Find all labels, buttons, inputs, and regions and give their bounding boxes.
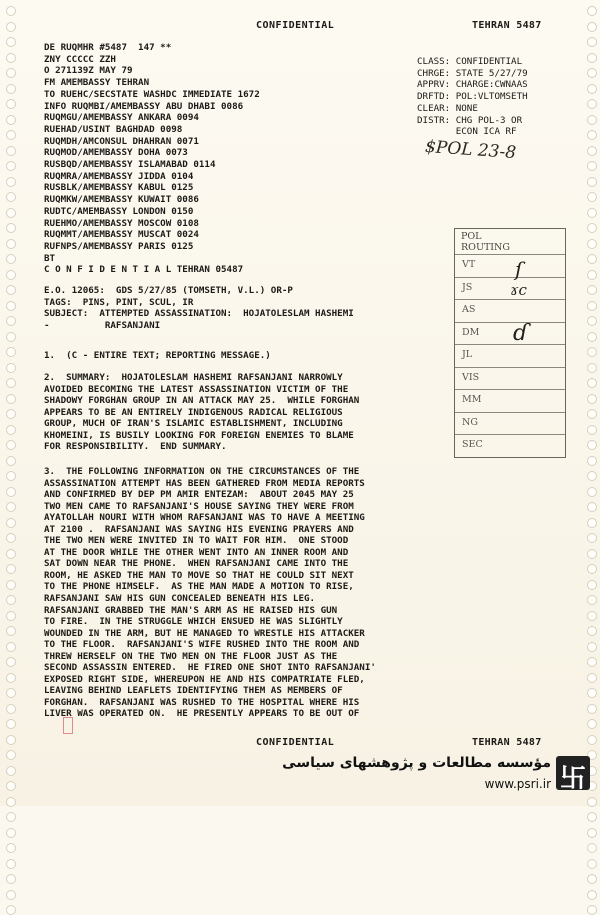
red-margin-mark bbox=[63, 717, 73, 734]
footer-classification: CONFIDENTIAL bbox=[256, 737, 335, 748]
perforation-hole bbox=[587, 347, 597, 357]
class-line: CHRGE: STATE 5/27/79 bbox=[417, 67, 528, 79]
routing-line: ZNY CCCCC ZZH bbox=[44, 53, 116, 65]
paragraph-3-line: SECOND ASSASSIN ENTERED. HE FIRED ONE SHOT INTO RAFSANJANI' bbox=[44, 662, 376, 674]
perforation-hole bbox=[6, 719, 16, 729]
perforation-hole bbox=[587, 905, 597, 915]
perforation-hole bbox=[587, 859, 597, 869]
perforation-hole bbox=[587, 53, 597, 63]
routing-line: INFO RUQMBI/AMEMBASSY ABU DHABI 0086 bbox=[44, 100, 244, 112]
routing-row bbox=[455, 389, 565, 412]
perforation-hole bbox=[587, 6, 597, 16]
routing-line: RUQMRA/AMEMBASSY JIDDA 0104 bbox=[44, 170, 194, 182]
summary-line: KHOMEINI, IS BUSILY LOOKING FOR FOREIGN ENEMIES TO BLAME bbox=[44, 429, 354, 441]
class-line: CLEAR: NONE bbox=[417, 102, 478, 114]
perforation-hole bbox=[587, 518, 597, 528]
perforation-hole bbox=[587, 828, 597, 838]
routing-row bbox=[455, 434, 565, 457]
routing-line: RUEHMO/AMEMBASSY MOSCOW 0108 bbox=[44, 217, 199, 229]
paragraph-3-line: LEAVING BEHIND LEAFLETS IDENTIFYING THEM AS MEMBERS OF bbox=[44, 685, 343, 697]
paragraph-3-line: AYATOLLAH NOURI WITH WHOM RAFSANJANI WAS TO HAVE A MEETING bbox=[44, 512, 365, 524]
perforation-hole bbox=[587, 363, 597, 373]
perforation-hole bbox=[6, 316, 16, 326]
perforation-hole bbox=[6, 797, 16, 807]
perforation-hole bbox=[6, 37, 16, 47]
perforation-hole bbox=[6, 750, 16, 760]
perforation-hole bbox=[6, 146, 16, 156]
paragraph-3-line: FORGHAN. RAFSANJANI WAS RUSHED TO THE HOSPITAL WHERE HIS bbox=[44, 696, 360, 708]
perforation-hole bbox=[587, 130, 597, 140]
routing-row bbox=[455, 412, 565, 435]
routing-row-label: MM bbox=[462, 394, 482, 405]
routing-row-label: AS bbox=[462, 304, 476, 315]
summary-line: AVOIDED BECOMING THE LATEST ASSASSINATION VICTIM OF THE bbox=[44, 383, 349, 395]
perforation-hole bbox=[6, 177, 16, 187]
header-tag: TEHRAN 5487 bbox=[472, 20, 542, 31]
message-header-fields bbox=[44, 285, 354, 331]
paragraph-3-line: AT 2100 . RAFSANJANI WAS SAYING HIS EVENING PRAYERS AND bbox=[44, 523, 354, 535]
perforation-hole bbox=[587, 843, 597, 853]
paragraph-3-line: AND CONFIRMED BY DEP PM AMIR ENTEZAM: ABOUT 2045 MAY 25 bbox=[44, 489, 354, 501]
perforation-hole bbox=[587, 657, 597, 667]
perforation-hole bbox=[587, 440, 597, 450]
perforation-hole bbox=[6, 254, 16, 264]
perforation-hole bbox=[587, 456, 597, 466]
paragraph-3-line: ASSASSINATION ATTEMPT HAS BEEN GATHERED FROM MEDIA REPORTS bbox=[44, 477, 365, 489]
paragraph-3-line: SAT DOWN NEAR THE PHONE. WHEN RAFSANJANI CAME INTO THE bbox=[44, 558, 349, 570]
routing-line: RUQMDH/AMCONSUL DHAHRAN 0071 bbox=[44, 135, 199, 147]
routing-line: RUQMMT/AMEMBASSY MUSCAT 0024 bbox=[44, 229, 199, 241]
perforation-hole bbox=[587, 611, 597, 621]
header-classification: CONFIDENTIAL bbox=[256, 20, 335, 31]
routing-line: RUQMGU/AMEMBASSY ANKARA 0094 bbox=[44, 112, 199, 124]
perforation-hole bbox=[6, 595, 16, 605]
paragraph-3-line: RAFSANJANI GRABBED THE MAN'S ARM AS HE RAISED HIS GUN bbox=[44, 604, 338, 616]
footer-tag: TEHRAN 5487 bbox=[472, 737, 542, 748]
perforation-hole bbox=[587, 812, 597, 822]
paragraph-3-line: RAFSANJANI SAW HIS GUN CONCEALED BENEATH HIS LEG. bbox=[44, 593, 316, 605]
perforation-hole bbox=[6, 22, 16, 32]
perforation-hole bbox=[6, 766, 16, 776]
routing-row-label: NG bbox=[462, 416, 478, 428]
perforation-hole bbox=[6, 456, 16, 466]
paragraph-3-line: TWO MEN CAME TO RAFSANJANI'S HOUSE SAYING THEY WERE FROM bbox=[44, 500, 354, 512]
routing-row bbox=[455, 299, 565, 322]
summary-line: APPEARS TO BE AN ENTIRELY INDIGENOUS RADICAL RELIGIOUS bbox=[44, 406, 343, 418]
perforation-hole bbox=[587, 704, 597, 714]
perforation-hole bbox=[6, 192, 16, 202]
paragraph-3-line: 3. THE FOLLOWING INFORMATION ON THE CIRCUMSTANCES OF THE bbox=[44, 466, 360, 477]
perforation-hole bbox=[6, 874, 16, 884]
perforation-hole bbox=[587, 533, 597, 543]
routing-row bbox=[455, 254, 565, 277]
archive-watermark bbox=[282, 752, 595, 798]
perforation-hole bbox=[6, 657, 16, 667]
perforation-hole bbox=[6, 130, 16, 140]
perforation-hole bbox=[6, 99, 16, 109]
perforation-hole bbox=[6, 843, 16, 853]
paragraph-3-line: WOUNDED IN THE ARM, BUT HE MANAGED TO WRESTLE HIS ATTACKER bbox=[44, 627, 365, 639]
routing-line: TO RUEHC/SECSTATE WASHDC IMMEDIATE 1672 bbox=[44, 88, 260, 100]
paragraph-3-line: TO FIRE. IN THE STRUGGLE WHICH ENSUED HE WAS SLIGHTLY bbox=[44, 616, 343, 628]
perforation-hole bbox=[6, 673, 16, 683]
class-line: DRFTD: POL:VLTOMSETH bbox=[417, 91, 528, 103]
perforation-hole bbox=[587, 487, 597, 497]
routing-line: RUFNPS/AMEMBASSY PARIS 0125 bbox=[44, 240, 194, 252]
perforation-hole bbox=[587, 735, 597, 745]
perforation-hole bbox=[6, 347, 16, 357]
paragraph-3-line: EXPOSED RIGHT SIDE, WHEREUPON HE AND HIS COMPATRIATE FLED, bbox=[44, 673, 365, 685]
perforation-hole bbox=[6, 611, 16, 621]
perforation-hole bbox=[587, 564, 597, 574]
perforation-hole bbox=[587, 549, 597, 559]
perforation-hole bbox=[6, 270, 16, 280]
perforation-hole bbox=[587, 68, 597, 78]
perforation-hole bbox=[6, 378, 16, 388]
routing-initial-dm: ɗ bbox=[513, 321, 529, 346]
perforation-hole bbox=[6, 688, 16, 698]
perforation-hole bbox=[6, 828, 16, 838]
perforation-hole bbox=[6, 363, 16, 373]
routing-initial-vt: ſ bbox=[515, 257, 523, 281]
perforation-hole bbox=[6, 642, 16, 652]
perforation-hole bbox=[6, 533, 16, 543]
summary-line: SHADOWY FORGHAN GROUP IN AN ATTACK MAY 25. WHILE FORGHAN bbox=[44, 395, 360, 407]
paragraph-3-line: THREW HERSELF ON THE TWO MEN ON THE FLOOR JUST AS THE bbox=[44, 650, 338, 662]
header-field-line: SUBJECT: ATTEMPTED ASSASSINATION: HOJATOLESLAM HASHEMI bbox=[44, 308, 354, 320]
routing-line: RUSBLK/AMEMBASSY KABUL 0125 bbox=[44, 182, 194, 194]
summary-line: 2. SUMMARY: HOJATOLESLAM HASHEMI RAFSANJANI NARROWLY bbox=[44, 372, 343, 383]
perforation-hole bbox=[6, 239, 16, 249]
class-line: DISTR: CHG POL-3 OR bbox=[417, 114, 523, 126]
paragraph-1-line: 1. (C - ENTIRE TEXT; REPORTING MESSAGE.) bbox=[44, 350, 271, 361]
paragraph-3-line: LIVER WAS OPERATED ON. HE PRESENTLY APPEARS TO BE OUT OF bbox=[44, 708, 360, 720]
perforation-hole bbox=[6, 84, 16, 94]
routing-row-label: DM bbox=[462, 326, 480, 338]
routing-line: RUSBQD/AMEMBASSY ISLAMABAD 0114 bbox=[44, 159, 216, 171]
routing-line: C O N F I D E N T I A L TEHRAN 05487 bbox=[44, 264, 244, 276]
perforation-hole bbox=[587, 719, 597, 729]
perforation-hole bbox=[6, 440, 16, 450]
perforation-hole bbox=[587, 502, 597, 512]
perforation-hole bbox=[587, 874, 597, 884]
perforation-hole bbox=[6, 890, 16, 900]
routing-row bbox=[455, 322, 565, 345]
class-line: APPRV: CHARGE:CWNAAS bbox=[417, 79, 528, 91]
perforation-hole bbox=[6, 223, 16, 233]
classification-block bbox=[417, 56, 528, 138]
perforation-hole bbox=[6, 905, 16, 915]
perforation-hole bbox=[6, 53, 16, 63]
perforation-hole bbox=[587, 270, 597, 280]
perforation-hole bbox=[6, 425, 16, 435]
paragraph-3 bbox=[44, 466, 376, 720]
routing-line: DE RUQMHR #5487 147 ** bbox=[44, 42, 172, 53]
perforation-hole bbox=[6, 704, 16, 714]
perforation-hole bbox=[6, 859, 16, 869]
routing-row-label: SEC bbox=[462, 439, 483, 450]
perforation-hole bbox=[587, 22, 597, 32]
perforation-hole bbox=[587, 301, 597, 311]
summary-line: GROUP, MUCH OF IRAN'S ISLAMIC ESTABLISHMENT, INCLUDING bbox=[44, 418, 343, 430]
routing-initial-js: ɤc bbox=[510, 281, 527, 299]
perforation-hole bbox=[6, 332, 16, 342]
perforation-hole bbox=[6, 301, 16, 311]
perforation-hole bbox=[587, 254, 597, 264]
routing-line: BT bbox=[44, 252, 56, 264]
perforation-hole bbox=[6, 502, 16, 512]
paragraph-3-line: ROOM, HE ASKED THE MAN TO MOVE SO THAT HE COULD SIT NEXT bbox=[44, 569, 354, 581]
routing-row-label: VIS bbox=[462, 371, 480, 383]
routing-row bbox=[455, 344, 565, 367]
paragraph-3-line: THE TWO MEN WERE INVITED IN TO WAIT FOR HIM. ONE STOOD bbox=[44, 535, 349, 547]
paragraph-3-line: TO THE PHONE HIMSELF. AS THE MAN MADE A MOTION TO RISE, bbox=[44, 581, 354, 593]
class-line: ECON ICA RF bbox=[417, 126, 517, 138]
routing-row-label: JS bbox=[462, 281, 473, 293]
handwritten-annotation: $POL 23-8 bbox=[424, 136, 517, 164]
perforation-hole bbox=[6, 812, 16, 822]
archive-logo-icon: 卐 bbox=[556, 756, 590, 790]
perforation-strip-right bbox=[587, 6, 597, 806]
perforation-hole bbox=[587, 239, 597, 249]
routing-row-label: VT bbox=[462, 259, 476, 270]
perforation-hole bbox=[587, 673, 597, 683]
routing-line: RUEHAD/USINT BAGHDAD 0098 bbox=[44, 123, 183, 135]
perforation-hole bbox=[587, 797, 597, 807]
perforation-hole bbox=[587, 208, 597, 218]
paragraph-2-summary bbox=[44, 372, 359, 453]
pol-routing-stamp bbox=[454, 228, 566, 458]
routing-line: RUDTC/AMEMBASSY LONDON 0150 bbox=[44, 205, 194, 217]
perforation-hole bbox=[587, 223, 597, 233]
perforation-hole bbox=[587, 409, 597, 419]
perforation-hole bbox=[6, 68, 16, 78]
perforation-hole bbox=[587, 890, 597, 900]
routing-line: RUQMOD/AMEMBASSY DOHA 0073 bbox=[44, 147, 188, 159]
perforation-hole bbox=[587, 316, 597, 326]
perforation-hole bbox=[6, 781, 16, 791]
perforation-hole bbox=[6, 471, 16, 481]
perforation-hole bbox=[587, 37, 597, 47]
routing-row-label: JL bbox=[462, 349, 473, 360]
header-field-line: E.O. 12065: GDS 5/27/85 (TOMSETH, V.L.) OR-P bbox=[44, 285, 293, 296]
summary-line: FOR RESPONSIBILITY. END SUMMARY. bbox=[44, 441, 227, 453]
perforation-hole bbox=[587, 378, 597, 388]
perforation-hole bbox=[587, 642, 597, 652]
header-field-line: - RAFSANJANI bbox=[44, 319, 161, 331]
perforation-hole bbox=[587, 688, 597, 698]
perforation-hole bbox=[6, 735, 16, 745]
perforation-hole bbox=[587, 332, 597, 342]
perforation-hole bbox=[587, 161, 597, 171]
routing-line: RUQMKW/AMEMBASSY KUWAIT 0086 bbox=[44, 194, 199, 206]
paragraph-3-line: TO THE FLOOR. RAFSANJANI'S WIFE RUSHED INTO THE ROOM AND bbox=[44, 639, 360, 651]
perforation-hole bbox=[587, 146, 597, 156]
perforation-hole bbox=[6, 6, 16, 16]
perforation-hole bbox=[587, 84, 597, 94]
class-line: CLASS: CONFIDENTIAL bbox=[417, 56, 523, 67]
perforation-strip-left bbox=[6, 6, 16, 806]
routing-lines bbox=[44, 42, 260, 276]
perforation-hole bbox=[6, 208, 16, 218]
perforation-hole bbox=[6, 549, 16, 559]
watermark-url: www.psri.ir bbox=[484, 777, 551, 791]
paragraph-1 bbox=[44, 350, 271, 362]
routing-title: POL ROUTING bbox=[461, 231, 510, 253]
perforation-hole bbox=[587, 99, 597, 109]
perforation-hole bbox=[6, 394, 16, 404]
perforation-hole bbox=[6, 564, 16, 574]
perforation-hole bbox=[587, 626, 597, 636]
perforation-hole bbox=[587, 115, 597, 125]
perforation-hole bbox=[587, 580, 597, 590]
header-field-line: TAGS: PINS, PINT, SCUL, IR bbox=[44, 296, 194, 308]
perforation-hole bbox=[587, 595, 597, 605]
perforation-hole bbox=[6, 487, 16, 497]
routing-line: FM AMEMBASSY TEHRAN bbox=[44, 77, 150, 89]
perforation-hole bbox=[6, 518, 16, 528]
paragraph-3-line: AT THE DOOR WHILE THE OTHER WENT INTO AN INNER ROOM AND bbox=[44, 546, 349, 558]
perforation-hole bbox=[6, 161, 16, 171]
perforation-hole bbox=[587, 192, 597, 202]
perforation-hole bbox=[587, 285, 597, 295]
perforation-hole bbox=[6, 409, 16, 419]
perforation-hole bbox=[587, 177, 597, 187]
perforation-hole bbox=[587, 471, 597, 481]
perforation-hole bbox=[6, 285, 16, 295]
watermark-text: مؤسسه مطالعات و پژوهشهای سیاسی bbox=[282, 755, 551, 771]
perforation-hole bbox=[6, 580, 16, 590]
perforation-hole bbox=[6, 626, 16, 636]
perforation-hole bbox=[587, 425, 597, 435]
perforation-hole bbox=[587, 394, 597, 404]
routing-line: O 271139Z MAY 79 bbox=[44, 65, 133, 77]
perforation-hole bbox=[6, 115, 16, 125]
routing-row bbox=[455, 367, 565, 390]
